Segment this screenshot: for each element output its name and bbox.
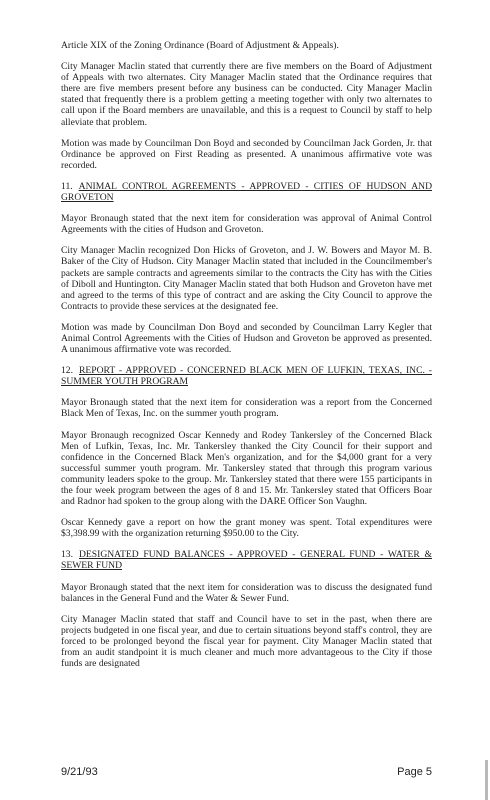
paragraph: Mayor Bronaugh stated that the next item for consideration was approval of Animal Control Agreements with the cities of Hudson and Groveton.: [61, 213, 432, 236]
section-title: REPORT - APPROVED - CONCERNED BLACK MEN OF LUFKIN, TEXAS, INC. - SUMMER YOUTH PROGRAM: [61, 365, 432, 388]
paragraph: Mayor Bronaugh stated that the next item for consideration was a report from the Concerned Black Men of Texas, Inc. on the summer youth program.: [61, 397, 432, 420]
footer-date: 9/21/93: [61, 766, 98, 778]
paragraph: Mayor Bronaugh stated that the next item for consideration was to discuss the designated fund balances in the General Fund and the Water & Sewer Fund.: [61, 581, 432, 604]
section-number: 12.: [61, 365, 73, 377]
page-footer: [61, 766, 432, 778]
paragraph: Motion was made by Councilman Don Boyd and seconded by Councilman Larry Kegler that Animal Control Agreements with the Cities of Hudson and Groveton be approved as presented. A unanimous affirmative vote was recorded.: [61, 321, 432, 356]
paragraph: Oscar Kennedy gave a report on how the grant money was spent. Total expenditures were $3,398.99 with the organization returning $950.00 to the City.: [61, 517, 432, 540]
paragraph: Article XIX of the Zoning Ordinance (Board of Adjustment & Appeals).: [61, 40, 339, 51]
paragraph: City Manager Maclin stated that currently there are five members on the Board of Adjustment of Appeals with two alternates. City Manager Maclin stated that the Ordinance requires that there are five members present before any business can be conducted. City Manager Maclin stated that frequently there is a problem getting a meeting together with only two alternates to call upon if the Board members are unavailable, and this is a request to Council by staff to help alleviate that problem.: [61, 61, 432, 128]
section-number: 13.: [61, 549, 73, 561]
paragraph: City Manager Maclin recognized Don Hicks of Groveton, and J. W. Bowers and Mayor M. B. Baker of the City of Hudson. City Manager Maclin stated that included in the Councilmember's packets are sample contracts and agreements similar to the contracts the City has with the Cities of Diboll and Huntington. City Manager Maclin stated that both Hudson and Groveton have met and agreed to the terms of this type of contract and are asking the City Council to approve the Contracts to provide these services at the designated fee.: [61, 245, 432, 312]
section-title: ANIMAL CONTROL AGREEMENTS - APPROVED - CITIES OF HUDSON AND GROVETON: [61, 180, 432, 204]
scan-edge-mark: [485, 760, 488, 800]
section-heading-12: [61, 365, 432, 387]
paragraph: Mayor Bronaugh recognized Oscar Kennedy and Rodey Tankersley of the Concerned Black Men of Lufkin, Texas, Inc. Mr. Tankersley thanked the City Council for their support and confidence in the Concerned Black Men's organization, and for the $4,000 grant for a very successful summer youth program. Mr. Tankersley stated that through this program various community leaders spoke to the group. Mr. Tankersley stated that there were 155 participants in the four week program between the ages of 8 and 15. Mr. Tankersley stated that Officers Boar and Radnor had spoken to the group along with the DARE Officer Son Vaughn.: [61, 429, 432, 508]
minutes-body: [61, 40, 432, 679]
section-title: DESIGNATED FUND BALANCES - APPROVED - GENERAL FUND - WATER & SEWER FUND: [61, 549, 432, 572]
section-heading-11: [61, 181, 432, 203]
paragraph: City Manager Maclin stated that staff and Council have to set in the past, when there are projects budgeted in one fiscal year, and due to certain situations beyond staff's control, they are forced to be prolonged beyond the fiscal year for payment. City Manager Maclin stated that from an audit standpoint it is much cleaner and much more advantageous to the City if those funds are designated: [61, 613, 432, 670]
section-heading-13: [61, 549, 432, 571]
paragraph: Motion was made by Councilman Don Boyd and seconded by Councilman Jack Gorden, Jr. that Ordinance be approved on First Reading as presented. A unanimous affirmative vote was recorded.: [61, 137, 432, 171]
page-number: Page 5: [397, 766, 432, 778]
section-number: 11.: [61, 180, 73, 192]
